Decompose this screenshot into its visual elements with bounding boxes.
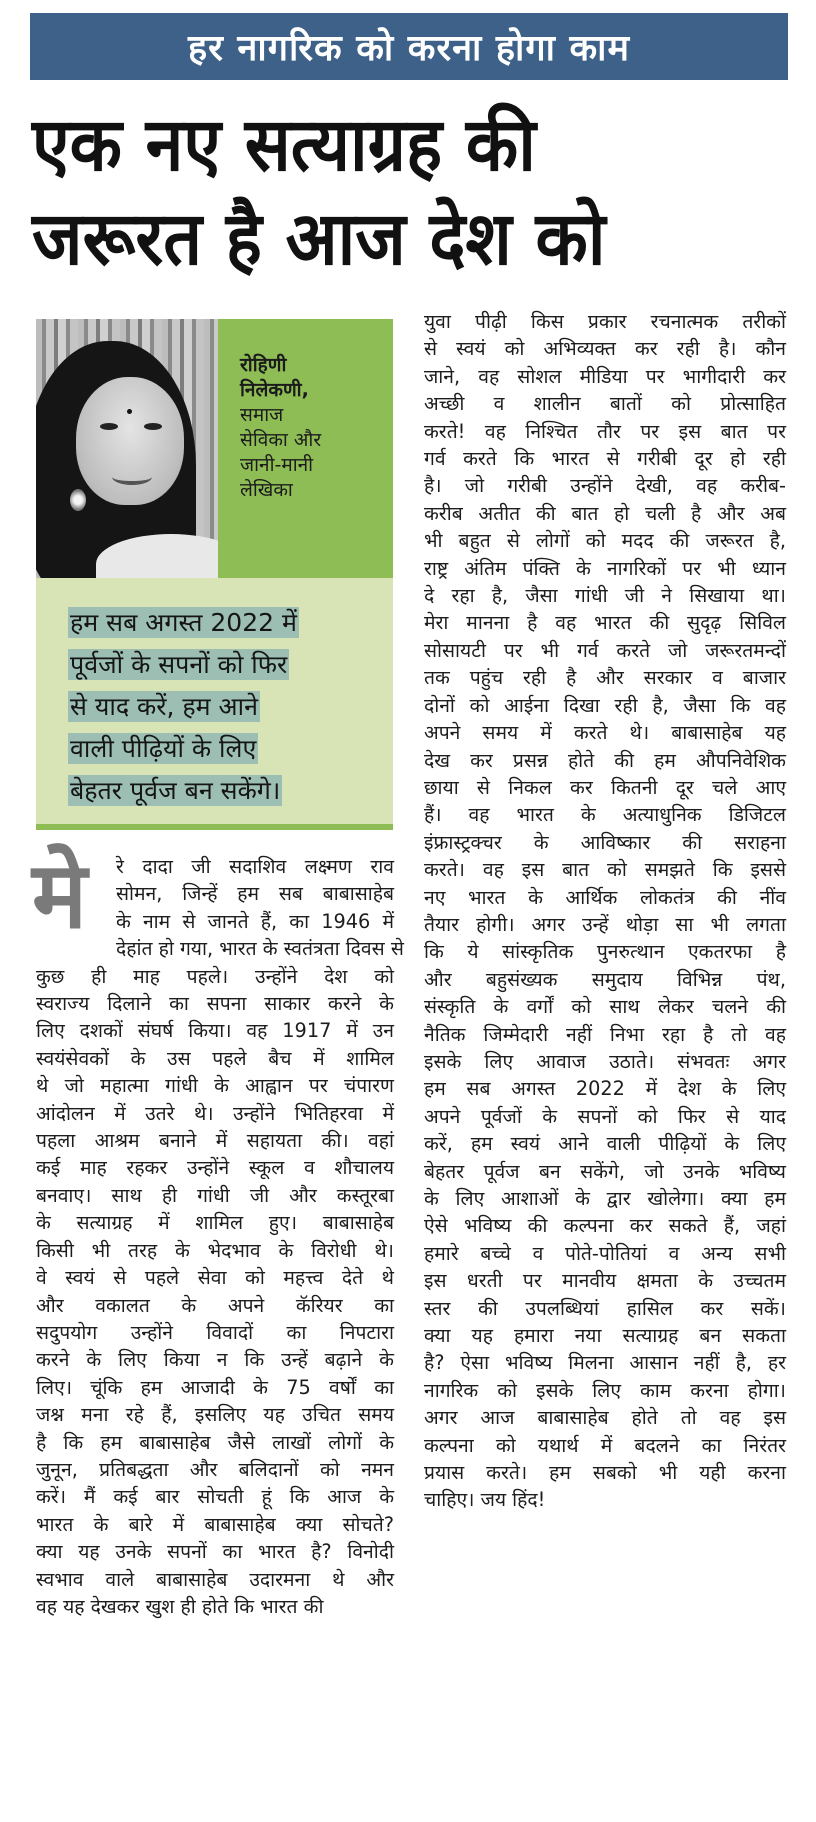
- pull-quote-line: बेहतर पूर्वज बन सकेंगे।: [70, 776, 281, 805]
- body-line: वे स्वयं से पहले सेवा को महत्त्व देते थे: [36, 1266, 394, 1290]
- body-line: करने के लिए किया न कि उन्हें बढ़ाने के: [36, 1348, 394, 1372]
- body-line: जाने, वह सोशल मीडिया पर भागीदारी कर: [424, 364, 786, 388]
- pull-quote-line: पूर्वजों के सपनों को फिर: [70, 650, 288, 679]
- author-name-line: रोहिणी: [240, 354, 287, 376]
- body-line: नए भारत के आर्थिक लोकतंत्र की नींव: [424, 885, 786, 909]
- body-line: हम सब अगस्त 2022 में देश के लिए: [424, 1077, 786, 1101]
- body-line: थे जो महात्मा गांधी के आह्वान पर चंपारण: [36, 1074, 394, 1098]
- author-role-line: समाज: [240, 404, 284, 426]
- body-line: युवा पीढ़ी किस प्रकार रचनात्मक तरीकों: [424, 310, 786, 333]
- body-line: से स्वयं को अभिव्यक्त कर रही है। कौन: [424, 337, 786, 361]
- author-photo: [36, 319, 218, 578]
- earring-icon: [70, 489, 86, 511]
- pull-quote-line: हम सब अगस्त 2022 में: [70, 608, 297, 637]
- body-line: करते! वह निश्चित तौर पर इस बात पर: [424, 419, 786, 443]
- body-line: सदुपयोग उन्होंने विवादों का निपटारा: [36, 1320, 394, 1344]
- body-line: कल्पना को यथार्थ में बदलने का निरंतर: [424, 1433, 786, 1457]
- body-line: बनवाए। साथ ही गांधी जी और कस्तूरबा: [36, 1183, 394, 1207]
- body-line: हमारे बच्चे व पोते-पोतियां व अन्य सभी: [424, 1241, 786, 1265]
- headline-line: एक नए सत्याग्रह की: [32, 102, 536, 188]
- body-line: देहांत हो गया, भारत के स्वतंत्रता दिवस से: [116, 937, 404, 961]
- body-line: संस्कृति के वर्गों को साथ लेकर चलने की: [424, 995, 786, 1019]
- body-line: भी बहुत से लोगों को मदद की जरूरत है,: [424, 529, 786, 553]
- body-line: सोमन, जिन्हें हम सब बाबासाहेब: [116, 882, 394, 906]
- body-line: देख कर प्रसन्न होते की हम औपनिवेशिक: [424, 748, 786, 772]
- body-column-left: [32, 842, 404, 1620]
- body-line: क्या यह उनके सपनों का भारत है? विनोदी: [36, 1540, 394, 1564]
- author-role-line: लेखिका: [240, 479, 293, 501]
- body-line: गर्व करते कि भारत से गरीबी दूर हो रही: [424, 447, 786, 471]
- body-line: प्रयास करते। हम सबको भी यही करना: [424, 1461, 786, 1485]
- author-byline: [218, 319, 360, 578]
- right-column-text: [424, 308, 786, 1514]
- body-line: तैयार होगी। अगर उन्हें थोड़ा सा भी लगता: [424, 912, 786, 936]
- body-line: लिए। चूंकि हम आजादी के 75 वर्षों का: [36, 1375, 394, 1399]
- body-line: नागरिक को इसके लिए काम करना होगा।: [424, 1378, 786, 1402]
- body-line: वह यह देखकर खुश ही होते कि भारत की: [36, 1594, 324, 1618]
- body-line: अपने समय में करते थे। बाबासाहेब यह: [424, 721, 786, 745]
- body-line: आंदोलन में उतरे थे। उन्होंने भितिहरवा में: [36, 1101, 394, 1125]
- body-line: दोनों को आईना दिखा रही है, जैसा कि वह: [424, 693, 786, 717]
- body-line: राष्ट्र अंतिम पंक्ति के नागरिकों पर भी ध्यान: [424, 556, 786, 580]
- body-line: और वकालत के अपने कॅरियर का: [36, 1293, 394, 1317]
- body-line: स्वभाव वाले बाबासाहेब उदारमना थे और: [36, 1567, 394, 1591]
- body-line: जुनून, प्रतिबद्धता और बलिदानों को नमन: [36, 1457, 394, 1481]
- body-line: ऐसे भविष्य की कल्पना कर सकते हैं, जहां: [424, 1214, 786, 1238]
- body-line: कुछ ही माह पहले। उन्होंने देश को: [36, 964, 394, 988]
- body-line: और बहुसंख्यक समुदाय विभिन्न पंथ,: [424, 967, 786, 991]
- body-line: है कि हम बाबासाहेब जैसे लाखों लोगों के: [36, 1430, 394, 1454]
- body-line: तक पहुंच रही है और सरकार व बाजार: [424, 666, 786, 690]
- body-line: इंफ्रास्ट्रक्चर के आविष्कार की सराहना: [424, 830, 786, 854]
- banner-title: हर नागरिक को करना होगा काम: [188, 28, 630, 69]
- pull-quote-text: [68, 602, 368, 812]
- body-line: दे रहा है, जैसा गांधी जी ने सिखाया था।: [424, 584, 786, 608]
- body-line: करते। वह इस बात को समझते कि इससे: [424, 858, 786, 882]
- headline-line: जरूरत है आज देश को: [32, 196, 606, 282]
- section-banner: [30, 13, 788, 80]
- body-line: बेहतर पूर्वज बन सकेंगे, जो उनके भविष्य: [424, 1159, 786, 1183]
- body-line: किसी भी तरह के भेदभाव के विरोधी थे।: [36, 1238, 394, 1262]
- body-line: के नाम से जानते हैं, का 1946 में: [116, 909, 394, 933]
- body-line: स्वराज्य दिलाने का सपना साकार करने के: [36, 992, 394, 1016]
- drop-cap: मे: [32, 842, 88, 949]
- author-role-line: जानी-मानी: [240, 454, 314, 476]
- author-box: [36, 319, 393, 578]
- body-line: भारत के बारे में बाबासाहेब क्या सोचते?: [36, 1512, 394, 1536]
- body-line: करें। मैं कई बार सोचती हूं कि आज के: [36, 1485, 394, 1509]
- body-line: के लिए आशाओं के द्वार खोलेगा। क्या हम: [424, 1187, 786, 1210]
- body-line: करीब अतीत की बात हो चली है और अब: [424, 501, 786, 525]
- body-line: है। जो गरीबी उन्होंने देखी, वह करीब-: [424, 474, 786, 498]
- body-line: अगर आज बाबासाहेब होते तो वह इस: [424, 1406, 786, 1430]
- body-line: लिए दशकों संघर्ष किया। वह 1917 में उन: [36, 1019, 394, 1043]
- body-line: इसके लिए आवाज उठाते। संभवतः अगर: [424, 1049, 786, 1073]
- body-line: स्तर की उपलब्धियां हासिल कर सकें।: [424, 1296, 786, 1320]
- body-line: इस धरती पर मानवीय क्षमता के उच्चतम: [424, 1269, 786, 1293]
- body-line: है? ऐसा भविष्य मिलना आसान नहीं है, हर: [424, 1351, 786, 1375]
- body-line: सोसायटी पर भी गर्व करते जो जरूरतमन्दों: [424, 638, 786, 662]
- body-line: चाहिए। जय हिंद!: [424, 1488, 546, 1512]
- body-line: कि ये सांस्कृतिक पुनरुत्थान एकतरफा है: [424, 940, 786, 964]
- body-line: जश्न मना रहे हैं, इसलिए यह उचित समय: [36, 1403, 394, 1427]
- body-line: नैतिक जिम्मेदारी नहीं निभा रहा है तो वह: [424, 1022, 786, 1046]
- body-line: मेरा मानना है वह भारत की सुदृढ़ सिविल: [424, 611, 786, 635]
- body-line: कई माह रहकर उन्होंने स्कूल व शौचालय: [36, 1156, 394, 1180]
- pull-quote-line: वाली पीढ़ियों के लिए: [70, 734, 257, 763]
- body-line: पहला आश्रम बनाने में सहायता की। वहां: [36, 1129, 394, 1153]
- article-headline: [32, 98, 731, 286]
- pull-quote: [36, 578, 393, 830]
- pull-quote-line: से याद करें, हम आने: [70, 692, 258, 721]
- body-line: अपने पूर्वजों के सपनों को फिर से याद: [424, 1104, 786, 1128]
- body-line: छाया से निकल कर कितनी दूर चले आए: [424, 775, 786, 799]
- author-name-line: निलेकणी,: [240, 379, 309, 401]
- body-line: रे दादा जी सदाशिव लक्ष्मण राव: [116, 855, 394, 878]
- body-line: स्वयंसेवकों के उस पहले बैच में शामिल: [36, 1046, 394, 1070]
- body-line: क्या यह हमारा नया सत्याग्रह बन सकता: [424, 1324, 786, 1348]
- body-line: के सत्याग्रह में शामिल हुए। बाबासाहेब: [36, 1211, 394, 1235]
- left-column-text: [36, 853, 404, 1620]
- body-line: हैं। वह भारत के अत्याधुनिक डिजिटल: [424, 803, 786, 827]
- body-line: करें, हम स्वयं आने वाली पीढ़ियों के लिए: [424, 1132, 786, 1156]
- body-column-right: [424, 308, 786, 1514]
- author-role-line: सेविका और: [240, 429, 322, 451]
- body-line: अच्छी व शालीन बातों को प्रोत्साहित: [424, 392, 786, 416]
